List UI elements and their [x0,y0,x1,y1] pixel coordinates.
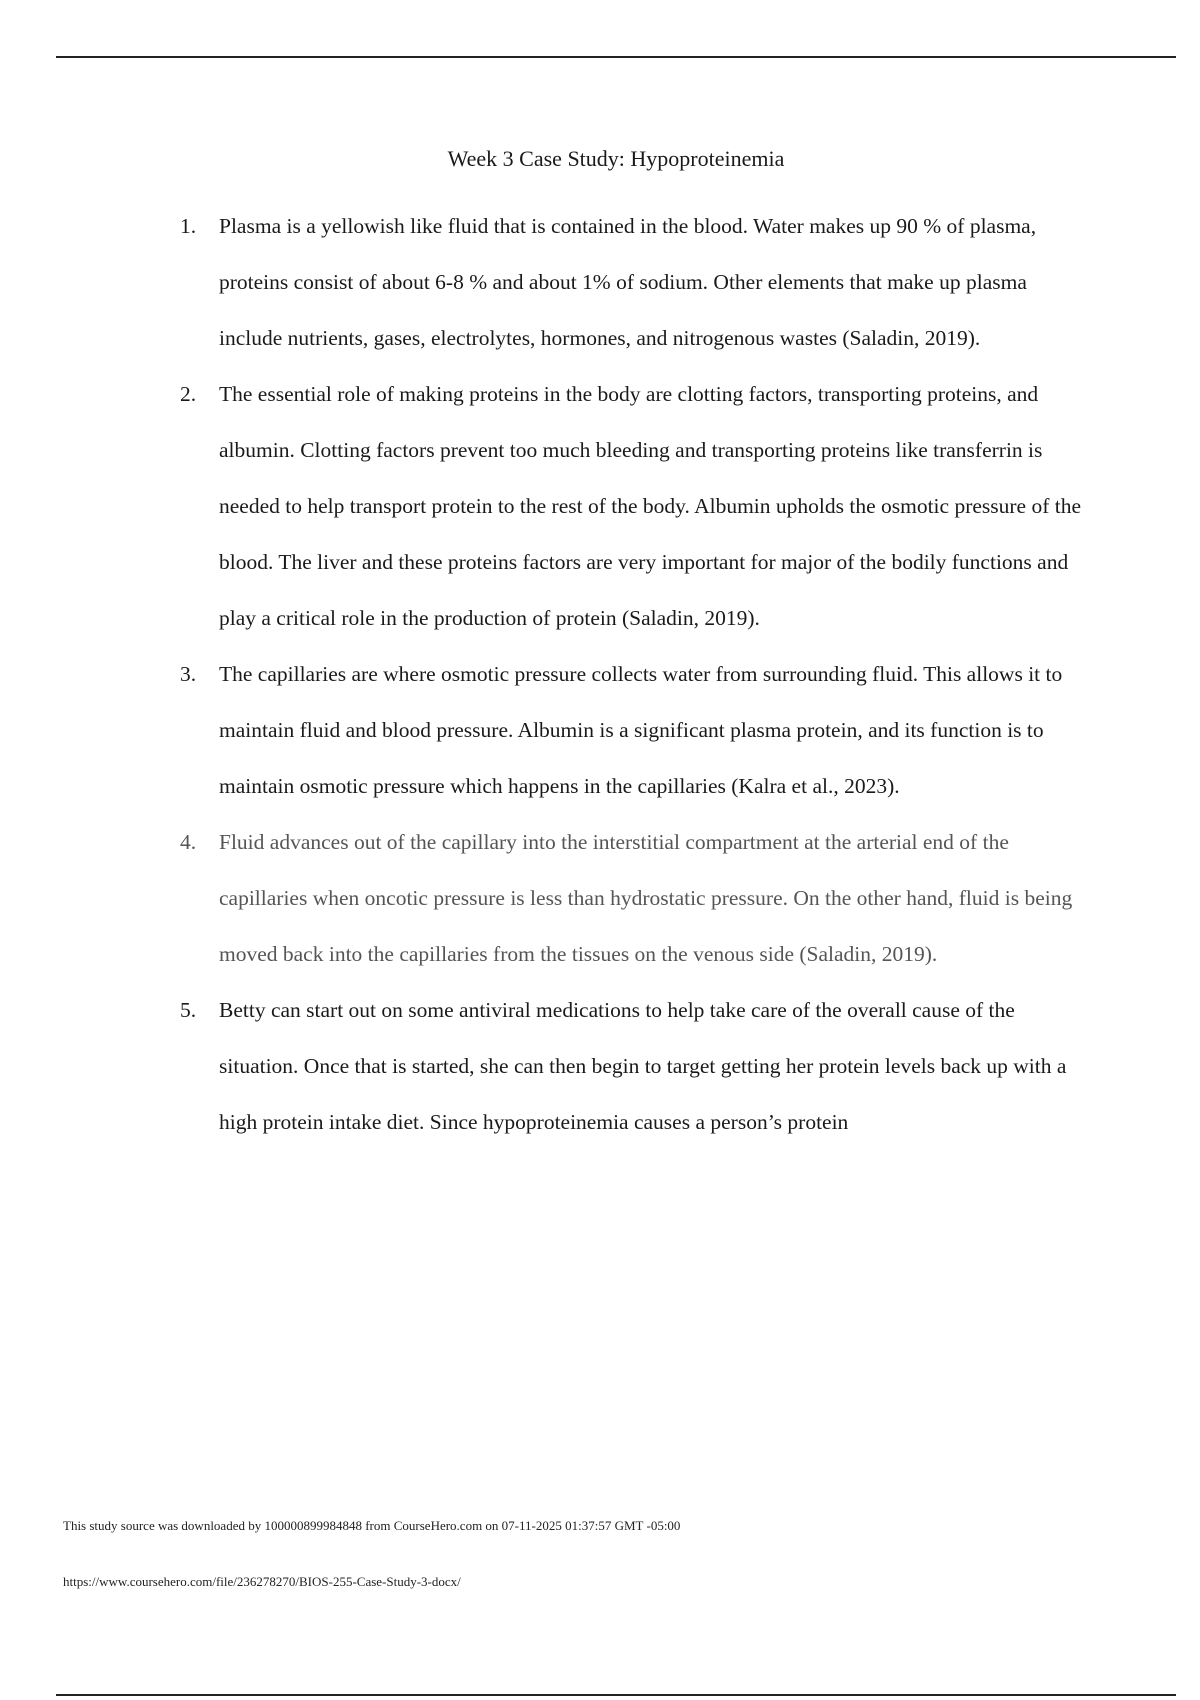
item-text: The essential role of making proteins in the body are clotting factors, transporting proteins, and albumin. Clotting factors prevent too much bleeding and transporting proteins like transferrin is needed to help transport protein to the rest of the body. Albumin upholds the osmotic pressure of the blood. The liver and these proteins factors are very important for major of the bodily functions and play a critical role in the production of protein (Saladin, 2019). [219,382,1082,630]
download-source-note: This study source was downloaded by 100000899984848 from CourseHero.com on 07-11-2025 01:37:57 GMT -05:00 [63,1518,681,1533]
top-divider [56,56,1176,58]
source-url: https://www.coursehero.com/file/236278270/BIOS-255-Case-Study-3-docx/ [63,1574,461,1589]
item-number: 3. [180,662,197,686]
document-title: Week 3 Case Study: Hypoproteinemia [447,146,785,171]
list-item [180,982,1086,1150]
list-item [180,198,1086,366]
item-text: Betty can start out on some antiviral medications to help take care of the overall cause of the situation. Once that is started, she can then begin to target getting her protein levels back up with a high protein intake diet. Since hypoproteinemia causes a person’s protein [219,998,1067,1134]
list-item [180,814,1086,982]
item-text: The capillaries are where osmotic pressure collects water from surrounding fluid. This allows it to maintain fluid and blood pressure. Albumin is a significant plasma protein, and its function is to maintain osmotic pressure which happens in the capillaries (Kalra et al., 2023). [219,662,1063,798]
bottom-divider [56,1694,1176,1696]
item-number: 4. [180,830,197,854]
answer-list [180,198,1086,1150]
list-item [180,646,1086,814]
list-item [180,366,1086,646]
item-number: 2. [180,382,197,406]
item-text: Fluid advances out of the capillary into the interstitial compartment at the arterial end of the capillaries when oncotic pressure is less than hydrostatic pressure. On the other hand, fluid is being moved back into the capillaries from the tissues on the venous side (Saladin, 2019). [219,830,1073,966]
item-number: 1. [180,214,197,238]
item-number: 5. [180,998,197,1022]
item-text: Plasma is a yellowish like fluid that is contained in the blood. Water makes up 90 % of plasma, proteins consist of about 6-8 % and about 1% of sodium. Other elements that make up plasma include nutrients, gases, electrolytes, hormones, and nitrogenous wastes (Saladin, 2019). [219,214,1037,350]
